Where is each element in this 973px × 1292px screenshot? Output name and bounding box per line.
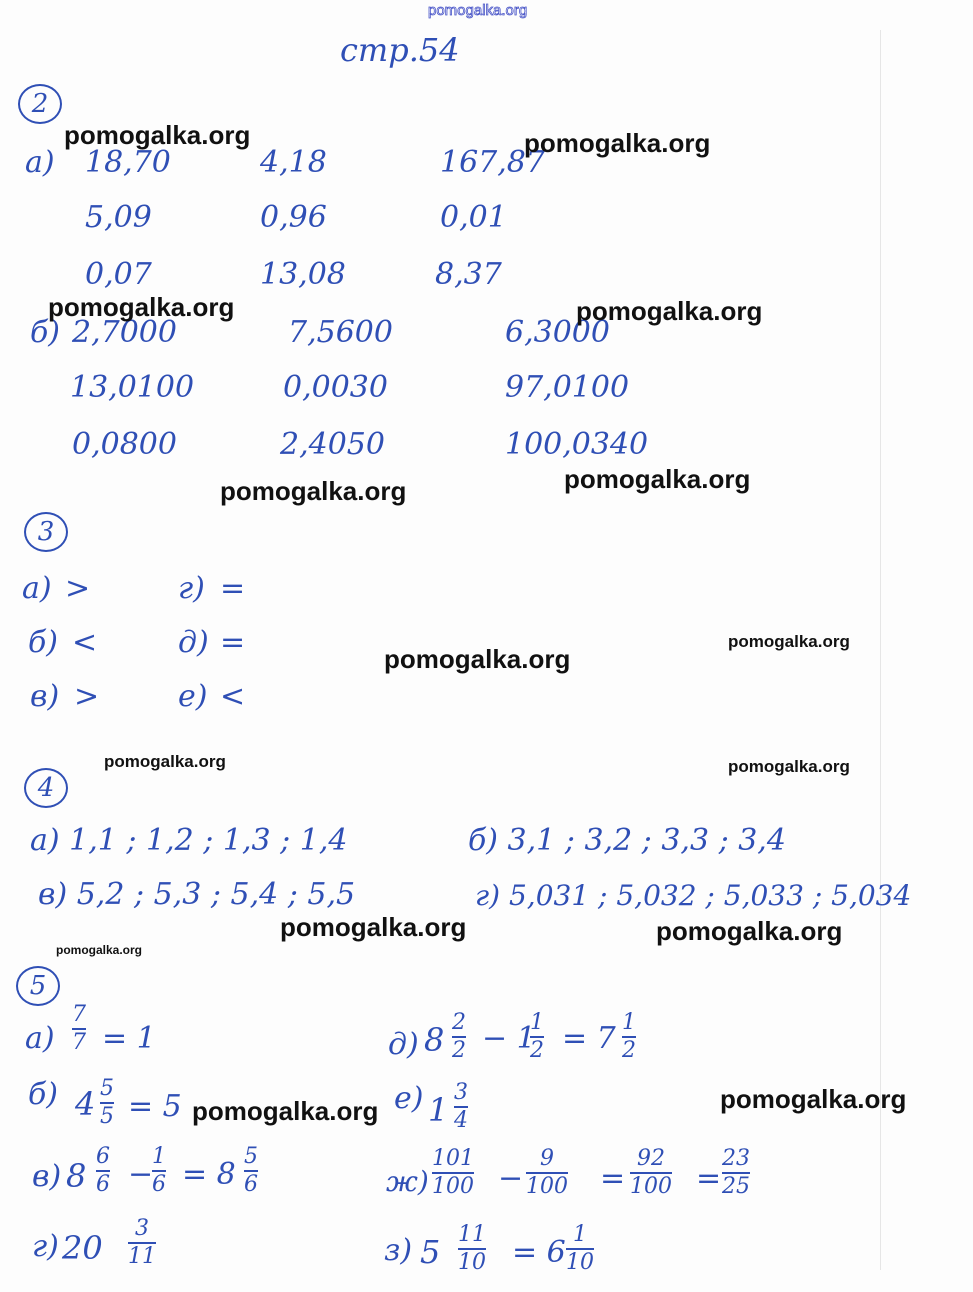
task5-g-fraction [128, 1218, 156, 1268]
task2-a-r1c1: 0,96 [260, 200, 327, 235]
denominator: 6 [244, 1172, 258, 1197]
task3-item-v-label: в) [30, 679, 60, 714]
watermark: pomogalka.org [280, 912, 467, 942]
watermark: pomogalka.org [564, 464, 751, 494]
task5-b-fraction [100, 1078, 114, 1128]
task5-zh-equals-2: = [696, 1161, 722, 1196]
numerator: 92 [637, 1146, 665, 1171]
task3-item-d-label: д) [178, 625, 209, 660]
task2-number: 2 [18, 84, 62, 124]
numerator: 3 [135, 1216, 149, 1241]
denominator: 100 [526, 1174, 568, 1199]
watermark: pomogalka.org [728, 632, 850, 651]
task2-b-r1c0: 13,0100 [70, 370, 195, 405]
watermark: pomogalka.org [720, 1084, 907, 1114]
task5-zh-fraction-3 [630, 1148, 672, 1198]
task5-zh-fraction-4 [722, 1148, 750, 1198]
task5-a-result: = 1 [102, 1021, 156, 1056]
task5-b-label: б) [28, 1077, 59, 1112]
watermark: pomogalka.org [64, 120, 251, 150]
task5-d-label: д) [388, 1027, 419, 1062]
denominator: 2 [622, 1038, 636, 1063]
task5-b-result: = 5 [128, 1089, 182, 1124]
task5-e-whole: 1 [428, 1091, 449, 1129]
task5-e-fraction [454, 1082, 468, 1132]
task5-z-whole: 5 [420, 1233, 441, 1271]
task2-a-r1c2: 0,01 [440, 200, 507, 235]
task5-d-fraction-3 [622, 1012, 636, 1062]
task4-b: б) 3,1 ; 3,2 ; 3,3 ; 3,4 [468, 823, 786, 858]
task5-v-equals: = 8 [182, 1157, 236, 1192]
task2-a-r0c1: 4,18 [260, 145, 327, 180]
task5-a-label: а) [25, 1021, 55, 1056]
denominator: 10 [458, 1250, 486, 1275]
task5-zh-fraction-1 [432, 1148, 474, 1198]
denominator: 6 [152, 1172, 166, 1197]
watermark: pomogalka.org [48, 292, 235, 322]
numerator: 1 [530, 1010, 544, 1035]
numerator: 6 [96, 1144, 110, 1169]
task5-b-whole: 4 [75, 1085, 96, 1123]
task5-a-fraction [72, 1004, 86, 1054]
watermark: pomogalka.org [524, 128, 711, 158]
task5-e-label: е) [394, 1081, 424, 1116]
task3-item-e-value: < [220, 679, 246, 714]
task3-item-v-value: > [74, 679, 100, 714]
task3-item-a-value: > [65, 571, 91, 606]
task5-d-minus: − 1 [482, 1021, 536, 1056]
task2-b-r0c0: 2,7000 [72, 315, 177, 350]
task5-g-whole: 20 [62, 1229, 103, 1267]
task5-z-label: з) [384, 1233, 413, 1268]
denominator: 4 [454, 1108, 468, 1133]
task5-z-equals: = 6 [512, 1235, 566, 1270]
denominator: 6 [96, 1172, 110, 1197]
task5-v-fraction-1 [96, 1146, 110, 1196]
task3-item-d-value: = [220, 625, 246, 660]
task5-g-label: г) [32, 1229, 59, 1264]
page-header: стр.54 [340, 31, 460, 69]
denominator: 5 [100, 1104, 114, 1129]
task2-b-r1c1: 0,0030 [283, 370, 388, 405]
task3-item-e-label: е) [178, 679, 208, 714]
watermark: pomogalka.org [576, 296, 763, 326]
task2-b-label: б) [30, 315, 61, 350]
numerator: 11 [458, 1222, 486, 1247]
task5-zh-fraction-2 [526, 1148, 568, 1198]
task5-zh-minus: − [498, 1161, 524, 1196]
watermark: pomogalka.org [384, 644, 571, 674]
task3-number: 3 [24, 512, 68, 552]
task3-item-g-label: г) [178, 571, 205, 606]
task2-a-r2c1: 13,08 [260, 257, 346, 292]
numerator: 9 [540, 1146, 554, 1171]
denominator: 7 [72, 1030, 86, 1055]
task2-b-r2c0: 0,0800 [72, 427, 177, 462]
task5-z-fraction-1 [458, 1224, 486, 1274]
task2-a-r2c2: 8,37 [435, 257, 502, 292]
denominator: 2 [530, 1038, 544, 1063]
denominator: 11 [128, 1244, 156, 1269]
task2-a-r0c2: 167,87 [440, 145, 545, 180]
task3-item-g-value: = [220, 571, 246, 606]
numerator: 3 [454, 1080, 468, 1105]
numerator: 1 [573, 1222, 587, 1247]
numerator: 5 [244, 1144, 258, 1169]
denominator: 2 [452, 1038, 466, 1063]
denominator: 25 [722, 1174, 750, 1199]
task2-a-label: а) [25, 145, 55, 180]
watermark: pomogalka.org [192, 1096, 379, 1126]
numerator: 1 [622, 1010, 636, 1035]
task4-number: 4 [24, 768, 68, 808]
task2-a-r0c0: 18,70 [85, 145, 171, 180]
task3-item-b-value: < [72, 625, 98, 660]
task5-zh-label: ж) [386, 1165, 429, 1198]
task2-b-r0c2: 6,3000 [505, 315, 610, 350]
task2-a-r2c0: 0,07 [85, 257, 152, 292]
numerator: 1 [152, 1144, 166, 1169]
task5-d-fraction-1 [452, 1012, 466, 1062]
task2-b-r2c1: 2,4050 [280, 427, 385, 462]
task4-a: а) 1,1 ; 1,2 ; 1,3 ; 1,4 [30, 823, 348, 858]
task3-item-a-label: а) [22, 571, 52, 606]
task5-v-fraction-3 [244, 1146, 258, 1196]
task2-b-r0c1: 7,5600 [288, 315, 393, 350]
denominator: 100 [432, 1174, 474, 1199]
task4-v: в) 5,2 ; 5,3 ; 5,4 ; 5,5 [38, 877, 356, 912]
watermark: pomogalka.org [104, 752, 226, 771]
task5-d-fraction-2 [530, 1012, 544, 1062]
watermark: pomogalka.org [728, 757, 850, 776]
task5-v-label: в) [32, 1159, 62, 1194]
task5-zh-equals-1: = [600, 1161, 626, 1196]
numerator: 7 [72, 1002, 86, 1027]
watermark: pomogalka.org [656, 916, 843, 946]
task4-g: г) 5,031 ; 5,032 ; 5,033 ; 5,034 [475, 879, 912, 912]
denominator: 10 [566, 1250, 594, 1275]
denominator: 100 [630, 1174, 672, 1199]
numerator: 101 [432, 1146, 474, 1171]
watermark-top: pomogalka.org [428, 2, 528, 19]
task5-d-whole: 8 [424, 1021, 445, 1059]
task5-v-fraction-2 [152, 1146, 166, 1196]
task5-z-fraction-2 [566, 1224, 594, 1274]
task2-b-r2c2: 100,0340 [505, 427, 649, 462]
task5-number: 5 [16, 966, 60, 1006]
task2-a-r1c0: 5,09 [85, 200, 152, 235]
numerator: 2 [452, 1010, 466, 1035]
numerator: 5 [100, 1076, 114, 1101]
task5-d-equals: = 7 [562, 1021, 616, 1056]
task2-b-r1c2: 97,0100 [505, 370, 630, 405]
task5-v-whole: 8 [66, 1157, 87, 1195]
task5-v-minus: − [128, 1157, 154, 1192]
watermark: pomogalka.org [56, 943, 143, 957]
numerator: 23 [722, 1146, 750, 1171]
watermark: pomogalka.org [220, 476, 407, 506]
task3-item-b-label: б) [28, 625, 59, 660]
